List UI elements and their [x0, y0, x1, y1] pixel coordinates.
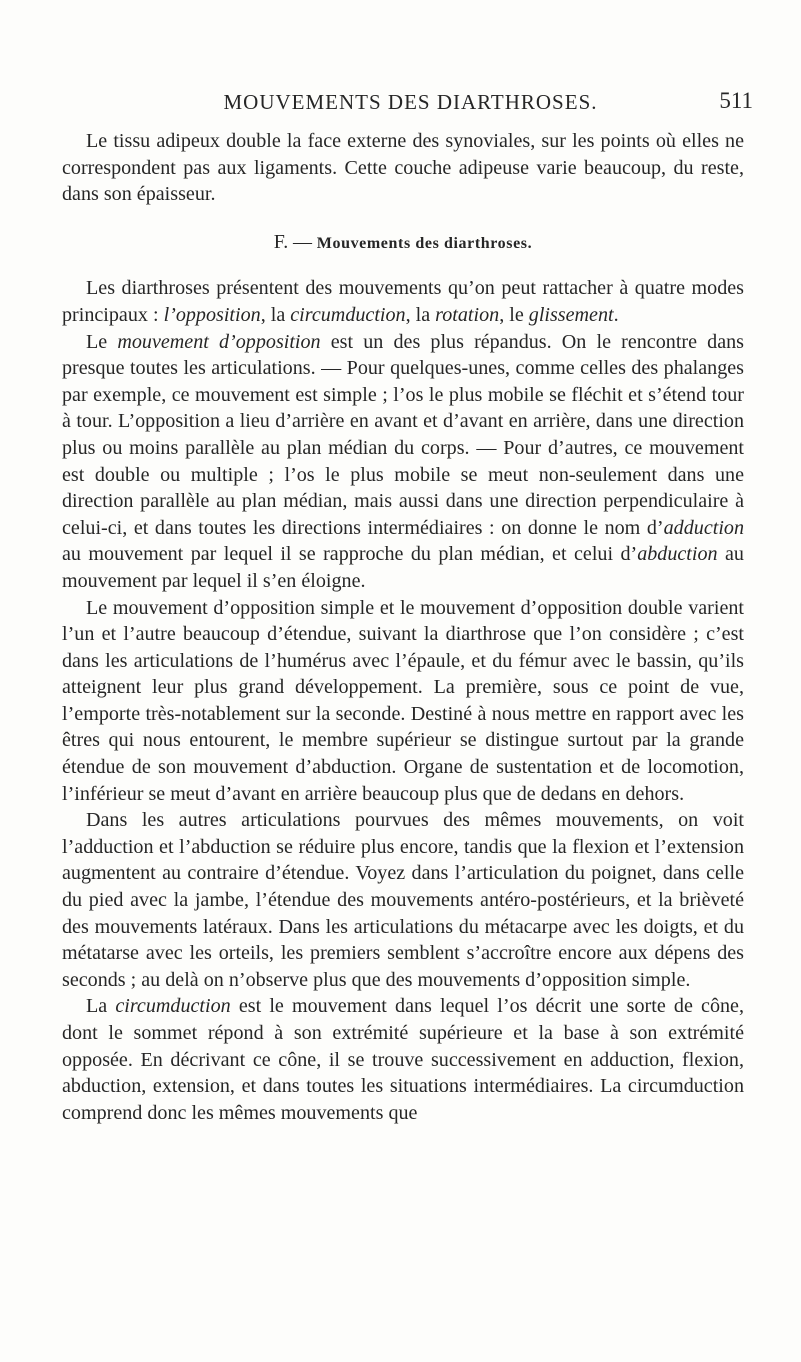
text-run: .: [613, 303, 619, 326]
section-letter: F.: [273, 230, 289, 253]
paragraph-other-joints: Dans les autres articulations pourvues des mêmes mouvements, on voit l’adduction et l’abduction se réduire plus encore, tandis que la flexion et l’extension augmentent au contraire d’étendue. Voyez dans l’articulation du poignet, dans celle du pied avec la jambe, l’étendue des mouvements antéro-postérieurs, et la brièveté des mouvements latéraux. Dans les articulations du métacarpe avec les doigts, et du métatarse avec les orteils, les premiers semblent s’accroître encore aux dépens des seconds ; au delà on n’observe plus que des mouvements d’opposition simple.: [62, 809, 744, 991]
section-dash: —: [293, 231, 313, 253]
body-text: [62, 128, 744, 1126]
section-heading: [62, 229, 744, 258]
page-number: 511: [719, 88, 753, 113]
intro-paragraph: Le tissu adipeux double la face externe des synoviales, sur les points où elles ne correspondent pas aux ligaments. Cette couche adipeuse varie beaucoup, du reste, dans son épaisseur.: [62, 130, 744, 206]
paragraph-extent: Le mouvement d’opposition simple et le mouvement d’opposition double varient l’un et l’autre beaucoup d’étendue, suivant la diarthrose que l’on considère ; c’est dans les articulations de l’humérus avec l’épaule, et du fémur avec le bassin, qu’ils atteignent leur plus grand développement. La première, sous ce point de vue, l’emporte très-notablement sur la seconde. Destiné à nous mettre en rapport avec les êtres qui nous entourent, le membre supérieur se distingue surtout par la grande étendue de son mouvement d’abduction. Organe de sustentation et de locomotion, l’inférieur se meut d’avant en arrière beaucoup plus que de dedans en dehors.: [62, 596, 744, 805]
emphasis-term: adduction: [663, 516, 744, 539]
emphasis-term: l’opposition: [163, 303, 261, 326]
emphasis-term: rotation: [435, 303, 500, 326]
emphasis-term: circumduction: [290, 303, 406, 326]
text-run: est le mouvement dans lequel l’os décrit une sorte de cône, dont le sommet répond à son extrémité supérieure et la base à son extrémité opposée. En décrivant ce cône, il se trouve successivement en adduction, flexion, abduction, extension, et dans toutes les situations intermédiaires. La circumduction comprend donc les mêmes mouvements que: [62, 995, 744, 1124]
text-run: , la: [405, 303, 436, 326]
text-run: Le: [86, 330, 118, 353]
paragraph-opposition: [62, 329, 744, 595]
section-title: Mouvements des diarthroses.: [316, 234, 533, 252]
text-run: , le: [499, 303, 529, 326]
paragraph-circumduction: [62, 993, 744, 1126]
running-title: MOUVEMENTS DES DIARTHROSES.: [223, 90, 598, 114]
text-run: au mouvement par lequel il s’en éloigne.: [62, 543, 744, 592]
emphasis-term: circumduction: [115, 995, 231, 1018]
text-run: Les diarthroses présentent des mouvements qu’on peut rattacher à quatre modes principaux :: [62, 277, 744, 326]
text-run: est un des plus répandus. On le rencontre dans presque toutes les articulations. — Pour quelques-unes, comme celles des phalanges par exemple, ce mouvement est simple ; l’os le plus mobile se fléchit et s’étend tour à tour. L’opposition a lieu d’arrière en avant et d’avant en arrière, dans une direction plus ou moins parallèle au plan médian du corps. — Pour d’autres, ce mouvement est double ou multiple ; l’os le plus mobile se meut non-seulement dans une direction parallèle au plan médian, mais aussi dans une direction perpendiculaire à celui-ci, et dans toutes les directions intermédiaires : on donne le nom d’: [62, 330, 744, 539]
emphasis-term: abduction: [637, 543, 718, 566]
text-run: au mouvement par lequel il se rapproche du plan médian, et celui d’: [62, 543, 638, 566]
text-run: , la: [260, 303, 291, 326]
paragraph-modes: [62, 275, 744, 328]
emphasis-term: mouvement d’opposition: [117, 330, 321, 353]
emphasis-term: glissement: [528, 303, 614, 326]
running-head: [60, 90, 761, 120]
text-run: La: [86, 995, 116, 1018]
